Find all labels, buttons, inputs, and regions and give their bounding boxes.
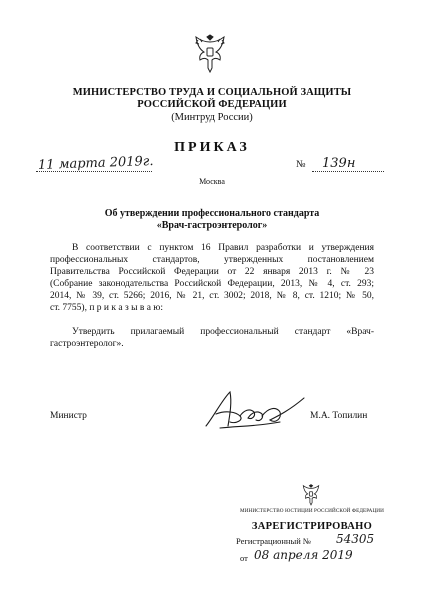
issuing-city: Москва (199, 177, 225, 186)
double-headed-eagle-icon (300, 484, 322, 506)
body-line: В соответствии с пунктом 16 Правил разработки и утверждения (72, 243, 374, 253)
stamp-agency: МИНИСТЕРСТВО ЮСТИЦИИ РОССИЙСКОЙ ФЕДЕРАЦИИ (239, 508, 384, 514)
body-line: 2014, № 39, ст. 5266; 2016, № 21, ст. 3002; 2018, № 8, ст. 1210; № 50, (50, 291, 374, 301)
signer-title: Министр (50, 411, 87, 421)
body-line: ст. 7755), п р и к а з ы в а ю: (50, 303, 164, 313)
stamp-reg-label: Регистрационный № (236, 536, 311, 546)
document-type-title: ПРИКАЗ (174, 140, 250, 155)
order-subject-line2: «Врач-гастроэнтеролог» (156, 220, 268, 231)
double-headed-eagle-icon (192, 34, 228, 74)
ministry-name-line1: МИНИСТЕРСТВО ТРУДА И СОЦИАЛЬНОЙ ЗАЩИТЫ (72, 87, 352, 98)
registration-stamp (226, 484, 398, 570)
body-line: профессиональных стандартов, утвержденных постановлением (50, 255, 374, 265)
order-number-field (312, 156, 384, 174)
order-number: 139н (322, 156, 356, 171)
stamp-status: ЗАРЕГИСТРИРОВАНО (251, 521, 373, 532)
order-date: 11 марта 2019г. (37, 153, 154, 174)
number-sign: № (296, 159, 306, 170)
order-subject-line1: Об утверждении профессионального стандарта (104, 208, 320, 219)
ministry-short-name: (Минтруд России) (171, 112, 253, 123)
handwritten-signature (200, 386, 310, 436)
stamp-reg-number: 54305 (336, 532, 375, 546)
stamp-date-prefix: от (240, 553, 248, 563)
body-line: Правительства Российской Федерации от 22 января 2013 г. № 23 (50, 267, 374, 277)
body-line: Утвердить прилагаемый профессиональный стандарт «Врач- (72, 327, 374, 337)
body-line: (Собрание законодательства Российской Федерации, 2013, № 4, ст. 293; (50, 279, 374, 289)
stamp-date: 08 апреля 2019 (254, 548, 353, 562)
number-underline (312, 171, 384, 172)
body-line: гастроэнтеролог». (50, 339, 124, 349)
ministry-name-line2: РОССИЙСКОЙ ФЕДЕРАЦИИ (137, 99, 287, 110)
order-date-field (36, 153, 154, 174)
signer-name: М.А. Топилин (310, 411, 368, 421)
